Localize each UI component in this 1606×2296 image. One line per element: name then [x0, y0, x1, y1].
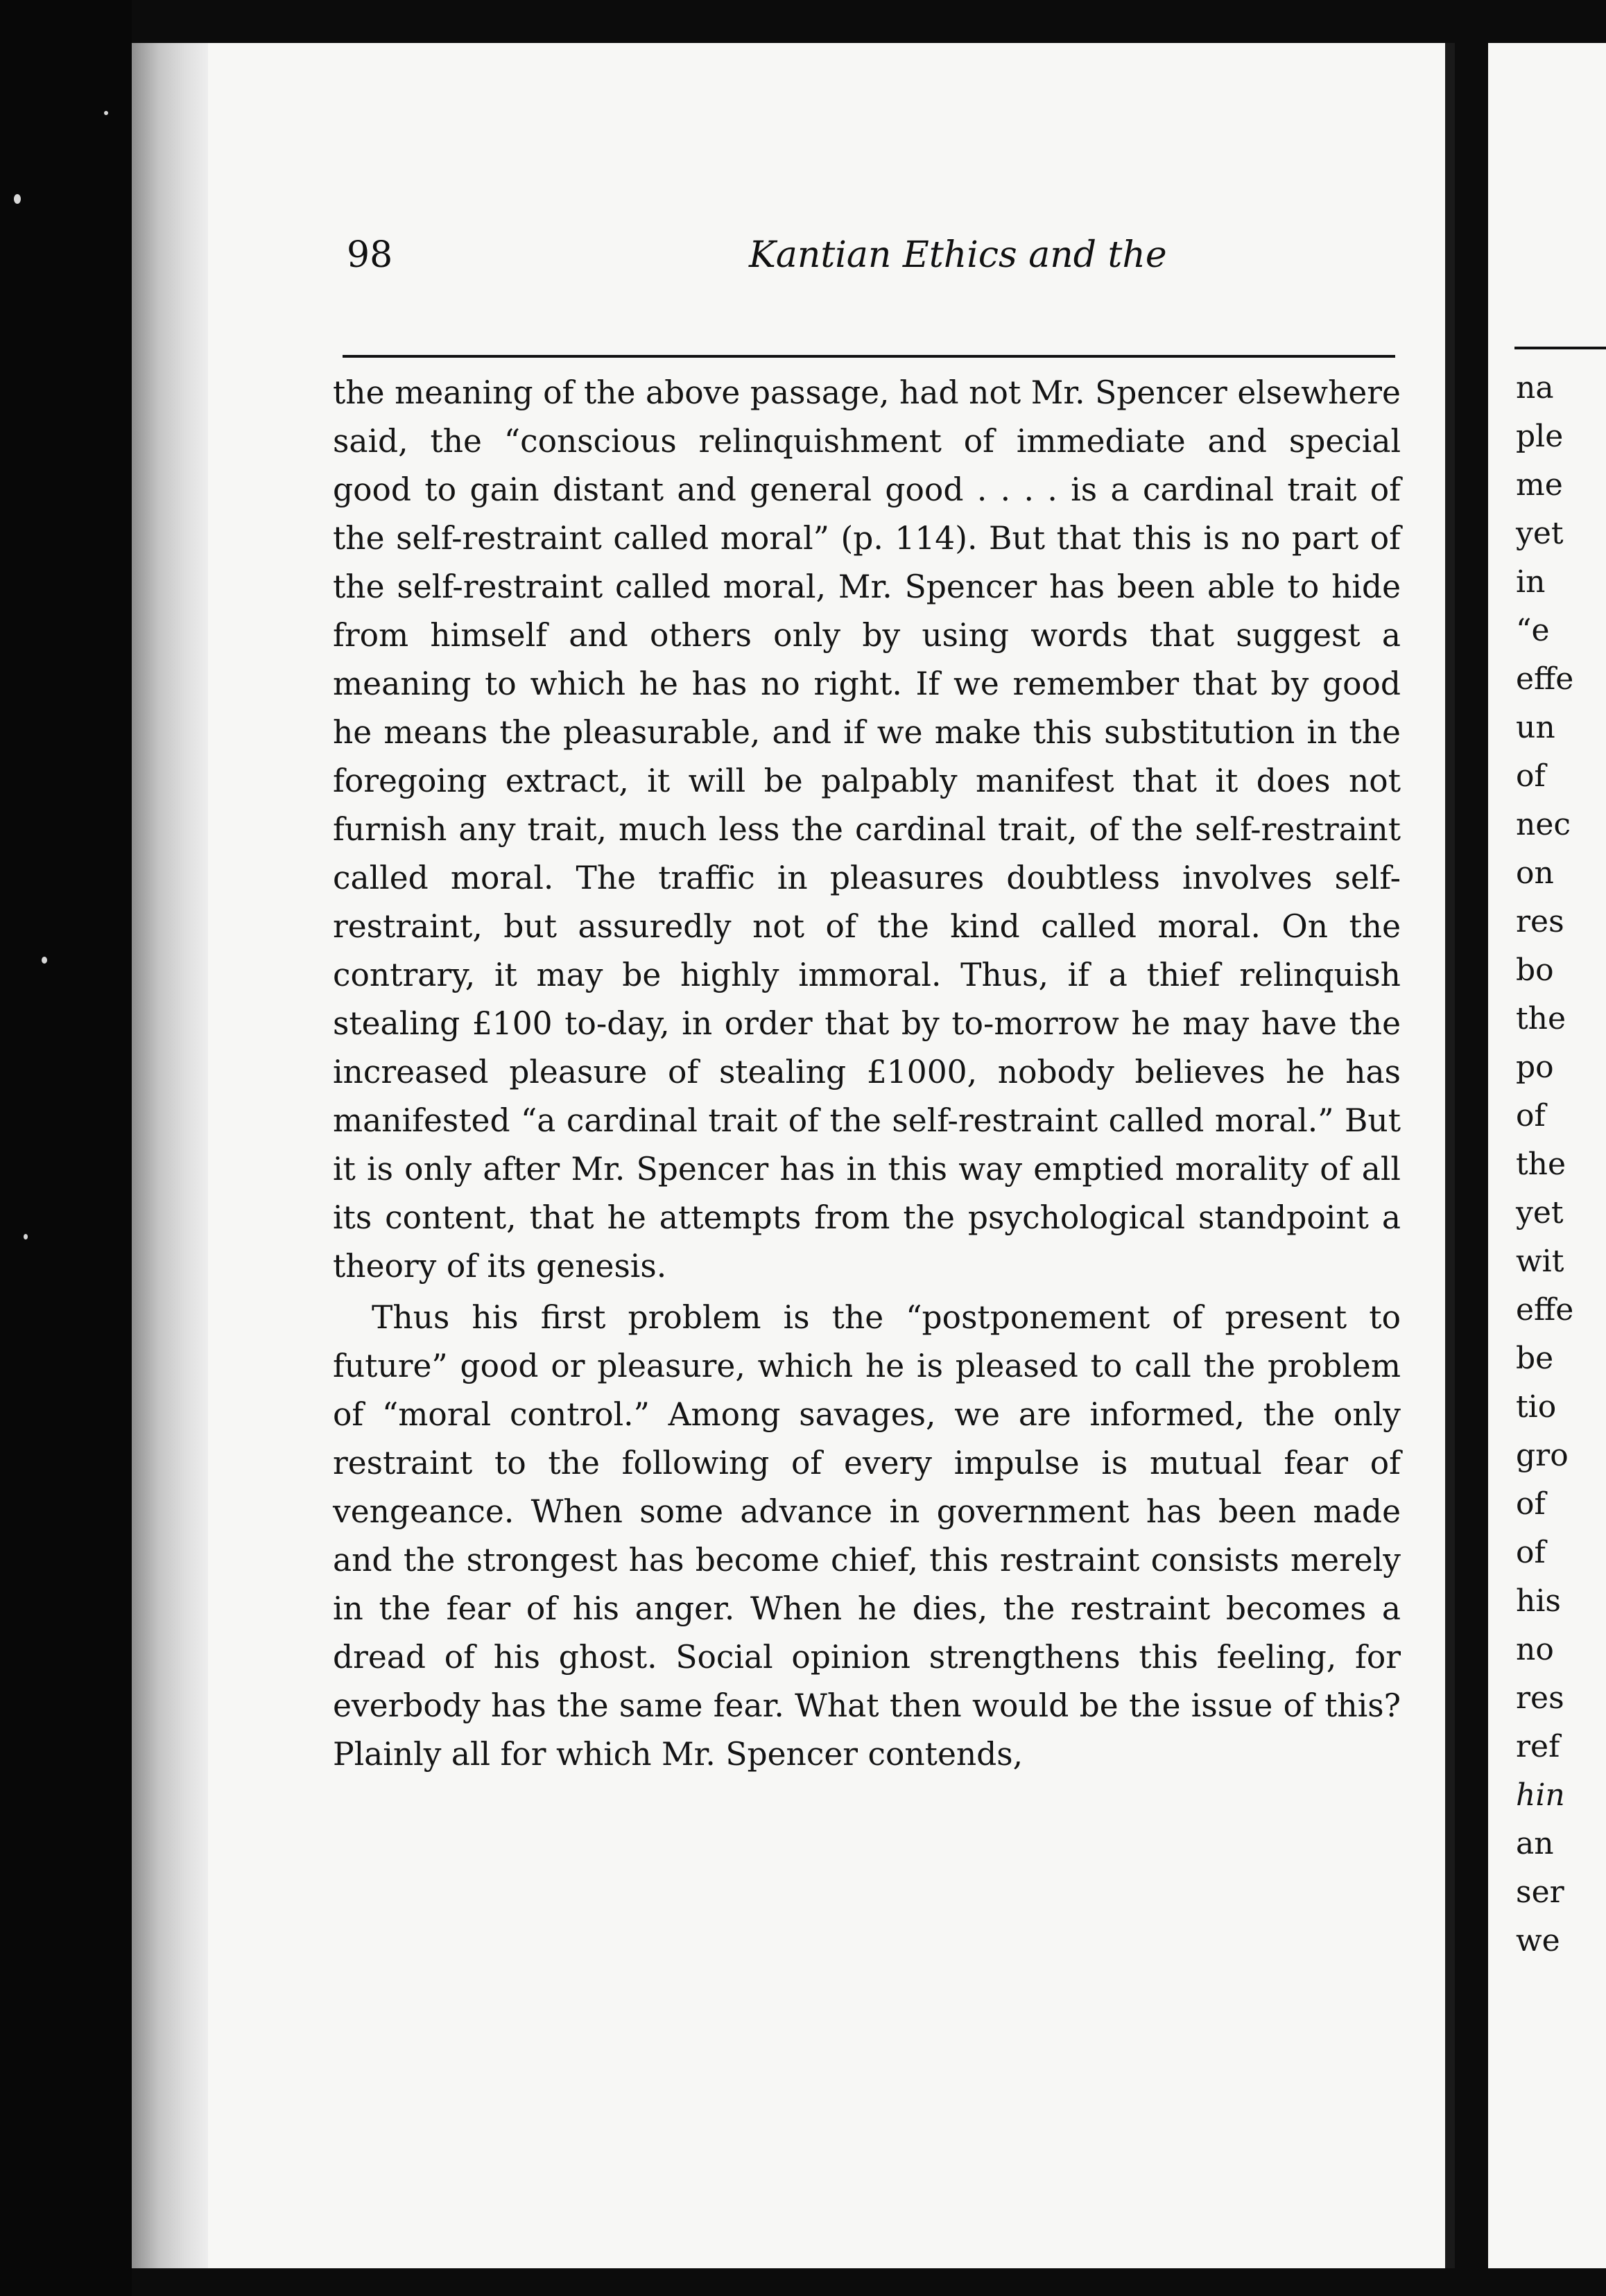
gutter-shadow	[1445, 43, 1455, 2268]
right-page-fragment: of	[1516, 1098, 1546, 1133]
dust-speck	[24, 1234, 28, 1240]
page-header	[347, 234, 1401, 297]
right-page-fragment: me	[1516, 467, 1563, 503]
right-page-fragment: of	[1516, 758, 1546, 794]
right-page-fragment: be	[1516, 1341, 1554, 1376]
body-text	[333, 369, 1401, 1779]
running-head: Kantian Ethics and the	[749, 234, 1167, 276]
paragraph-1: the meaning of the above passage, had not Mr. Spencer elsewhere said, the “conscious relinquishment of immediate and special good to gain distant and general good . . . . is a cardinal trait of the self-restraint called moral” (p. 114). But that this is no part of the self-restraint called moral, Mr. Spencer has been able to hide from himself and others only by using words that suggest a meaning to which he has no right. If we remember that by good he means the pleasurable, and if we make this substitution in the foregoing extract, it will be palpably manifest that it does not furnish any trait, much less the cardinal trait, of the self-restraint called moral. The traffic in pleasures doubtless involves self-restraint, but assuredly not of the kind called moral. On the contrary, it may be highly immoral. Thus, if a thief relinquish stealing £100 to-day, in order that by to-morrow he may have the increased pleasure of stealing £1000, nobody believes he has manifested “a cardinal trait of the self-restraint called moral.” But it is only after Mr. Spencer has in this way emptied morality of all its content, that he attempts from the psychological standpoint a theory of its genesis.	[333, 374, 1401, 1285]
right-page-fragment: effe	[1516, 661, 1574, 697]
right-page-fragment: “e	[1516, 613, 1550, 648]
right-book-page	[1488, 43, 1606, 2268]
right-page-fragment: un	[1516, 710, 1555, 745]
right-page-fragment: of	[1516, 1535, 1546, 1570]
right-page-fragment: bo	[1516, 953, 1554, 988]
header-rule	[343, 355, 1395, 358]
right-page-fragment: of	[1516, 1486, 1546, 1522]
right-page-fragment: in	[1516, 564, 1546, 600]
page-number: 98	[347, 234, 393, 276]
right-page-fragment: ple	[1516, 419, 1564, 454]
right-header-rule	[1514, 347, 1606, 349]
right-page-fragment: we	[1516, 1923, 1560, 1958]
right-page-fragment: hin	[1516, 1777, 1565, 1813]
right-page-fragment: the	[1516, 1147, 1566, 1182]
right-page-fragment: tio	[1516, 1389, 1557, 1425]
library-stamp	[111, 29, 187, 1014]
right-page-fragment: wit	[1516, 1244, 1564, 1279]
right-page-fragment: nec	[1516, 807, 1571, 842]
right-page-fragment: na	[1516, 370, 1554, 406]
right-page-fragment: no	[1516, 1632, 1554, 1667]
dust-speck	[104, 111, 108, 115]
right-page-fragment: yet	[1516, 516, 1564, 551]
right-page-fragment: ser	[1516, 1875, 1564, 1910]
right-page-fragment: his	[1516, 1583, 1561, 1619]
right-page-fragment: ref	[1516, 1729, 1560, 1764]
right-page-fragment: yet	[1516, 1195, 1564, 1230]
paragraph-2: Thus his first problem is the “postponement of present to future” good or pleasure, which he is pleased to call the problem of “moral control.” Among savages, we are informed, the only restraint to the following of every impulse is mutual fear of vengeance. When some advance in government has been made and the strongest has become chief, this restraint consists merely in the fear of his anger. When he dies, the restraint becomes a dread of his ghost. Social opinion strengthens this feeling, for everbody has the same fear. What then would be the issue of this? Plainly all for which Mr. Spencer contends,	[333, 1299, 1401, 1773]
right-page-fragment: res	[1516, 1680, 1564, 1716]
right-page-fragment: an	[1516, 1826, 1554, 1861]
right-page-fragment: effe	[1516, 1292, 1574, 1328]
dust-speck	[14, 194, 21, 204]
right-page-fragment: on	[1516, 855, 1554, 891]
dust-speck	[42, 957, 47, 964]
right-page-fragment: the	[1516, 1001, 1566, 1036]
right-page-fragment: po	[1516, 1050, 1554, 1085]
right-page-fragment: gro	[1516, 1438, 1569, 1473]
right-page-fragment: res	[1516, 904, 1564, 939]
